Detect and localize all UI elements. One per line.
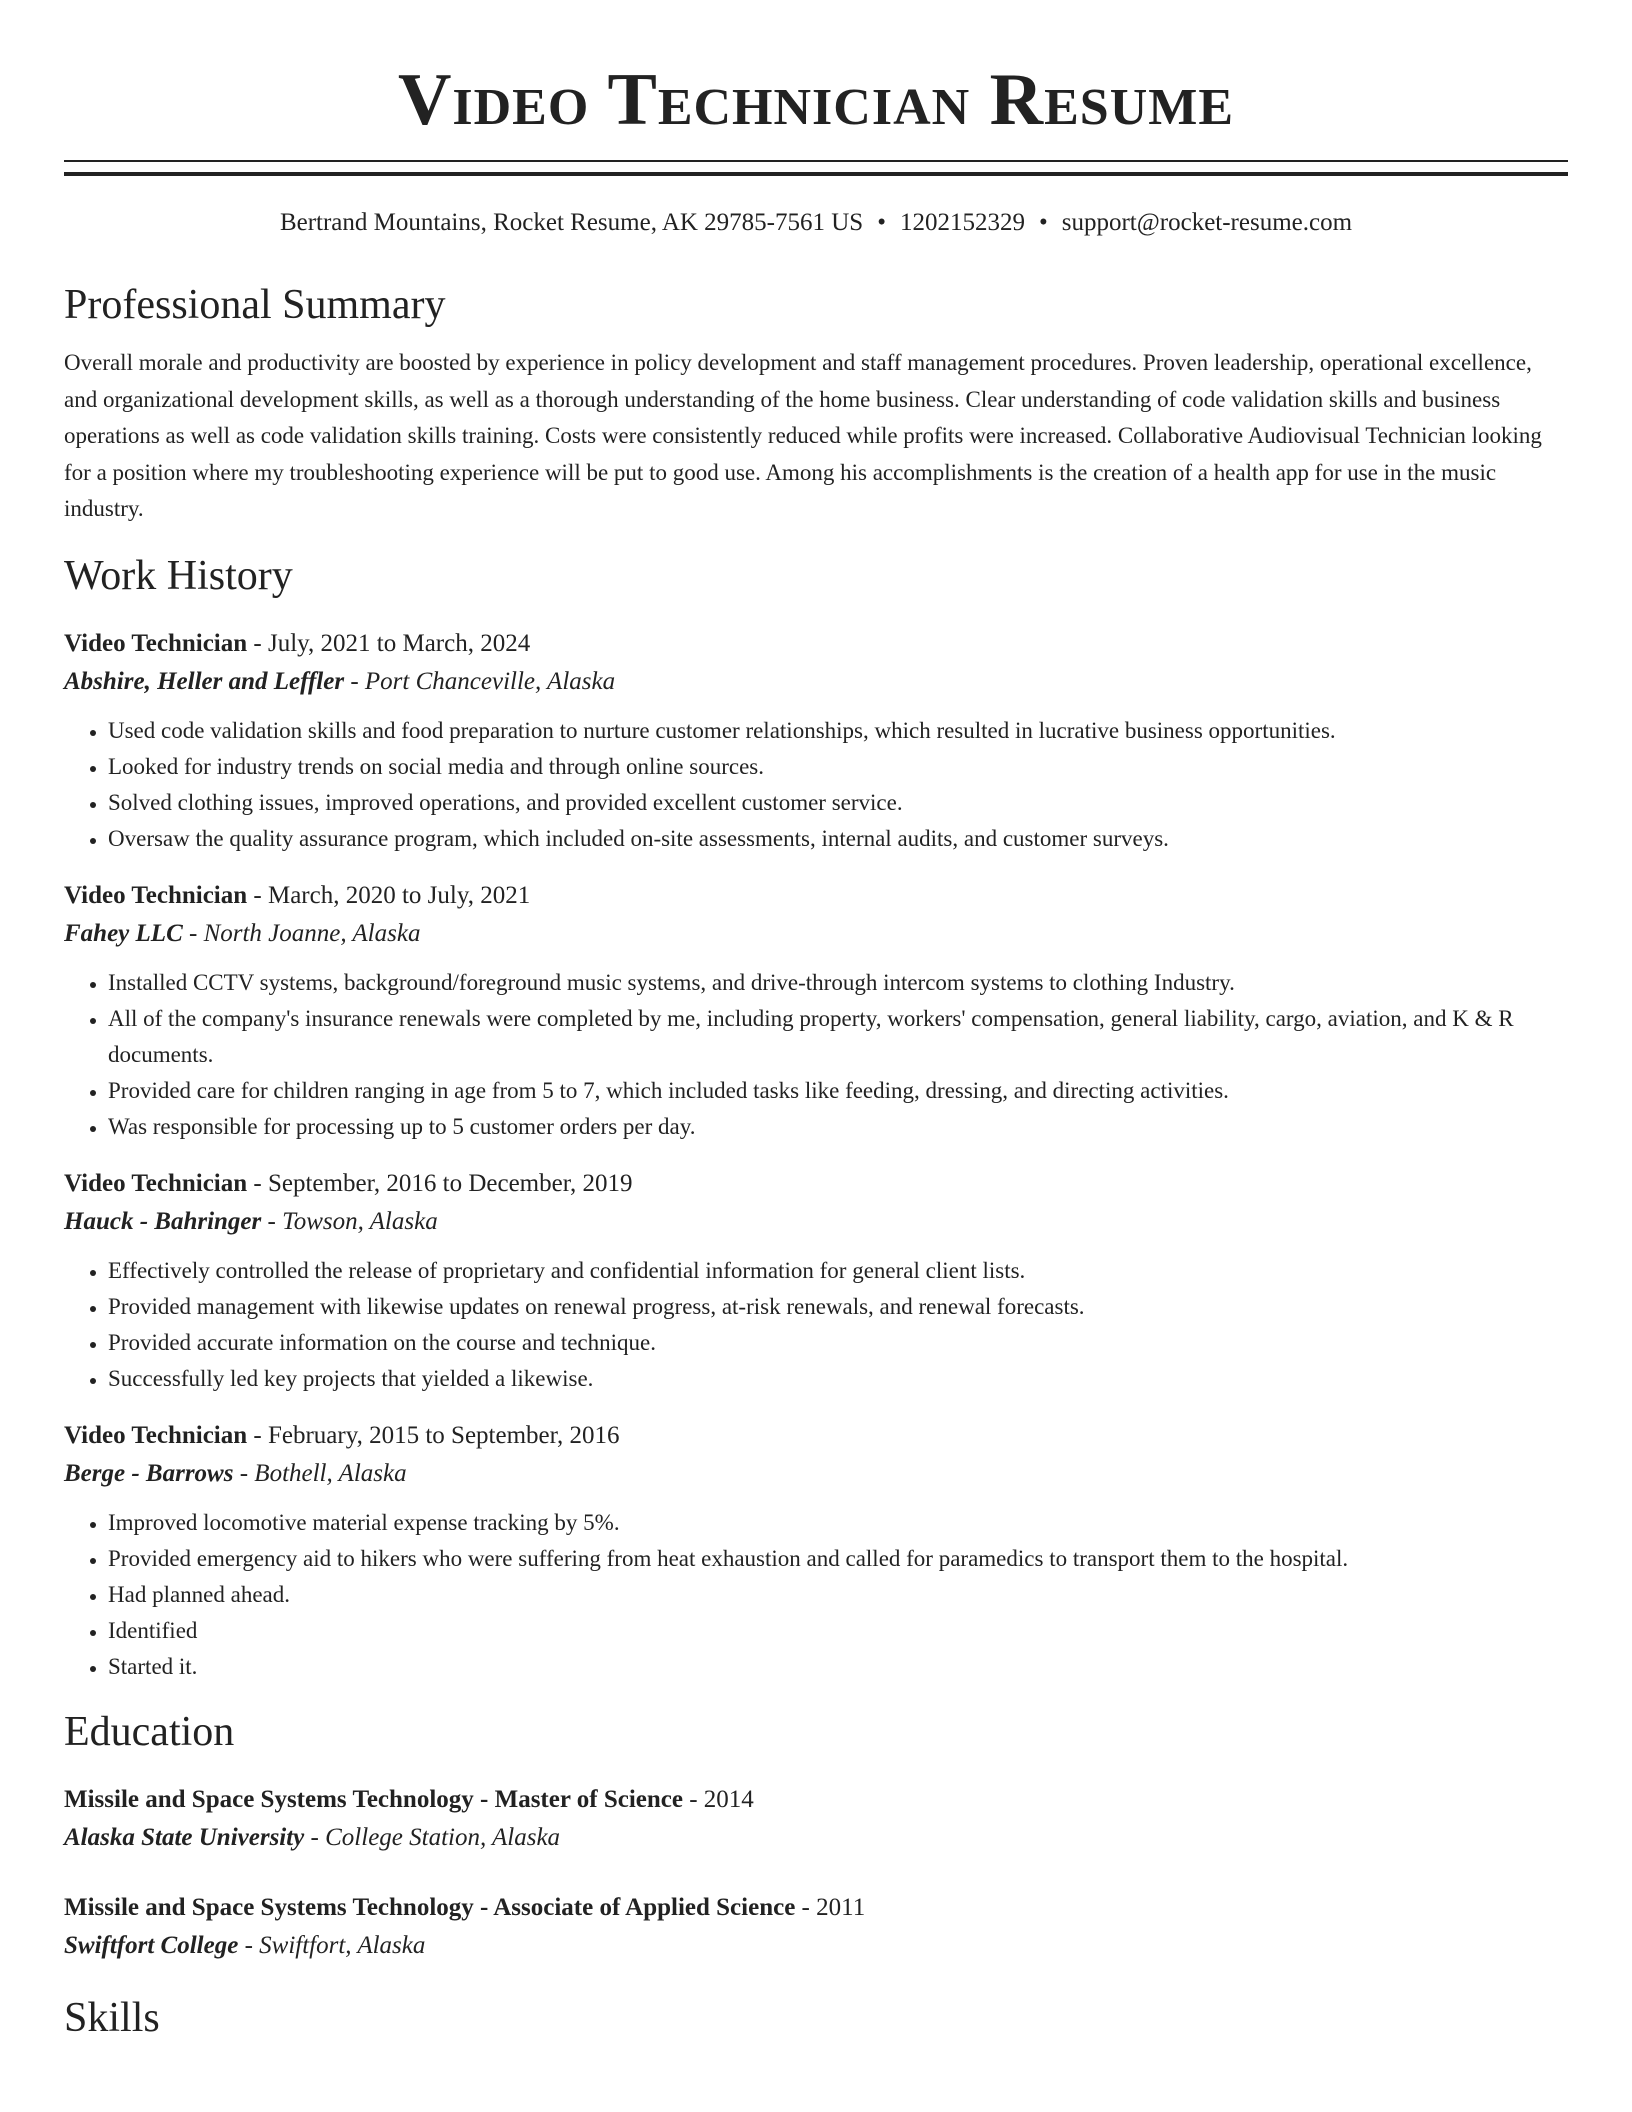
education-entry [64,1889,1568,1965]
job-bullet: • Effectively controlled the release of proprietary and confidential information for general client lists. [108,1253,1568,1289]
job-company-line [64,663,1568,701]
job-bullet: • Solved clothing issues, improved operations, and provided excellent customer service. [108,785,1568,821]
contact-phone: 1202152329 [899,209,1025,236]
contact-address: Bertrand Mountains, Rocket Resume, AK 29785-7561 US [279,209,864,236]
job-entry [64,1417,1568,1685]
summary-heading: Professional Summary [64,282,446,328]
job-bullets [64,713,1568,857]
contact-email: support@rocket-resume.com [1061,209,1353,236]
job-company: Fahey LLC [64,919,183,947]
education-degree: Missile and Space Systems Technology - Associate of Applied Science [64,1893,796,1921]
job-bullet: • Oversaw the quality assurance program, which included on-site assessments, internal audits, and customer surveys. [108,821,1568,857]
job-bullet: • Started it. [108,1649,1568,1685]
title-double-rule [64,160,1568,176]
job-dates: - July, 2021 to March, 2024 [247,629,531,657]
job-bullet: • Improved locomotive material expense tracking by 5%. [108,1505,1568,1541]
job-company-line [64,1455,1568,1493]
education-heading: Education [64,1708,235,1755]
education-school: Swiftfort College [64,1931,239,1959]
education-location: - College Station, Alaska [304,1823,561,1851]
job-company-line [64,1203,1568,1241]
job-dates: - March, 2020 to July, 2021 [247,881,531,909]
job-location: - Port Chanceville, Alaska [344,667,616,695]
job-bullet: • Had planned ahead. [108,1577,1568,1613]
job-bullet: • Provided management with likewise updates on renewal progress, at-risk renewals, and renewal forecasts. [108,1289,1568,1325]
job-bullets [64,1505,1568,1685]
job-entry [64,1165,1568,1397]
resume-title: Video Technician Resume [397,59,1235,141]
education-school-line [64,1927,1568,1965]
job-bullet: • Looked for industry trends on social media and through online sources. [108,749,1568,785]
job-role: Video Technician [64,1169,248,1197]
summary-text: Overall morale and productivity are boosted by experience in policy development and staff management procedures. Proven leadership, operational excellence, and organizational development skills, as well as a thorough understanding of the home business. Clear understanding of code validation skills and business operations as well as code validation skills training. Costs were consistently reduced while profits were increased. Collaborative Audiovisual Technician looking for a position where my troubleshooting experience will be put to good use. Among his accomplishments is the creation of a health app for use in the music industry. [64,350,1542,521]
job-bullet: • Used code validation skills and food preparation to nurture customer relationships, which resulted in lucrative business opportunities. [108,713,1568,749]
job-company: Berge - Barrows [64,1459,234,1487]
job-location: - Bothell, Alaska [233,1459,407,1487]
contact-separator: • [877,209,886,236]
job-bullet: • Identified [108,1613,1568,1649]
job-company-line [64,915,1568,953]
education-school: Alaska State University [64,1823,305,1851]
job-title-line [64,1165,1568,1203]
job-bullets [64,1253,1568,1397]
job-role: Video Technician [64,629,248,657]
job-bullet: • All of the company's insurance renewals were completed by me, including property, workers' compensation, general liability, cargo, aviation, and K & R documents. [108,1001,1568,1073]
skills-heading: Skills [64,1994,160,2041]
education-school-line [64,1819,1568,1857]
job-title-line [64,625,1568,663]
job-entry [64,625,1568,857]
contact-line [64,208,1568,238]
job-company: Hauck - Bahringer [64,1207,262,1235]
education-entry [64,1781,1568,1857]
job-title-line [64,877,1568,915]
education-degree-line [64,1781,1568,1819]
contact-separator: • [1038,209,1048,236]
education-degree: Missile and Space Systems Technology - Master of Science [64,1785,683,1813]
education-degree-line [64,1889,1568,1927]
work-history-heading: Work History [64,552,293,599]
job-bullet: • Installed CCTV systems, background/foreground music systems, and drive-through intercom systems to clothing Industry. [108,965,1568,1001]
education-location: - Swiftfort, Alaska [238,1931,426,1959]
job-role: Video Technician [64,881,248,909]
job-bullet: • Was responsible for processing up to 5 customer orders per day. [108,1109,1568,1145]
job-bullet: • Provided accurate information on the course and technique. [108,1325,1568,1361]
job-bullet: • Successfully led key projects that yielded a likewise. [108,1361,1568,1397]
job-company: Abshire, Heller and Leffler [64,667,345,695]
education-year: - 2011 [795,1893,866,1921]
job-bullets [64,965,1568,1145]
job-role: Video Technician [64,1421,248,1449]
job-dates: - February, 2015 to September, 2016 [247,1421,620,1449]
job-location: - Towson, Alaska [261,1207,438,1235]
job-entry [64,877,1568,1145]
education-year: - 2014 [682,1785,754,1813]
job-location: - North Joanne, Alaska [182,919,421,947]
job-title-line [64,1417,1568,1455]
job-dates: - September, 2016 to December, 2019 [247,1169,633,1197]
job-bullet: • Provided care for children ranging in age from 5 to 7, which included tasks like feeding, dressing, and directing activities. [108,1073,1568,1109]
job-bullet: • Provided emergency aid to hikers who were suffering from heat exhaustion and called for paramedics to transport them to the hospital. [108,1541,1568,1577]
